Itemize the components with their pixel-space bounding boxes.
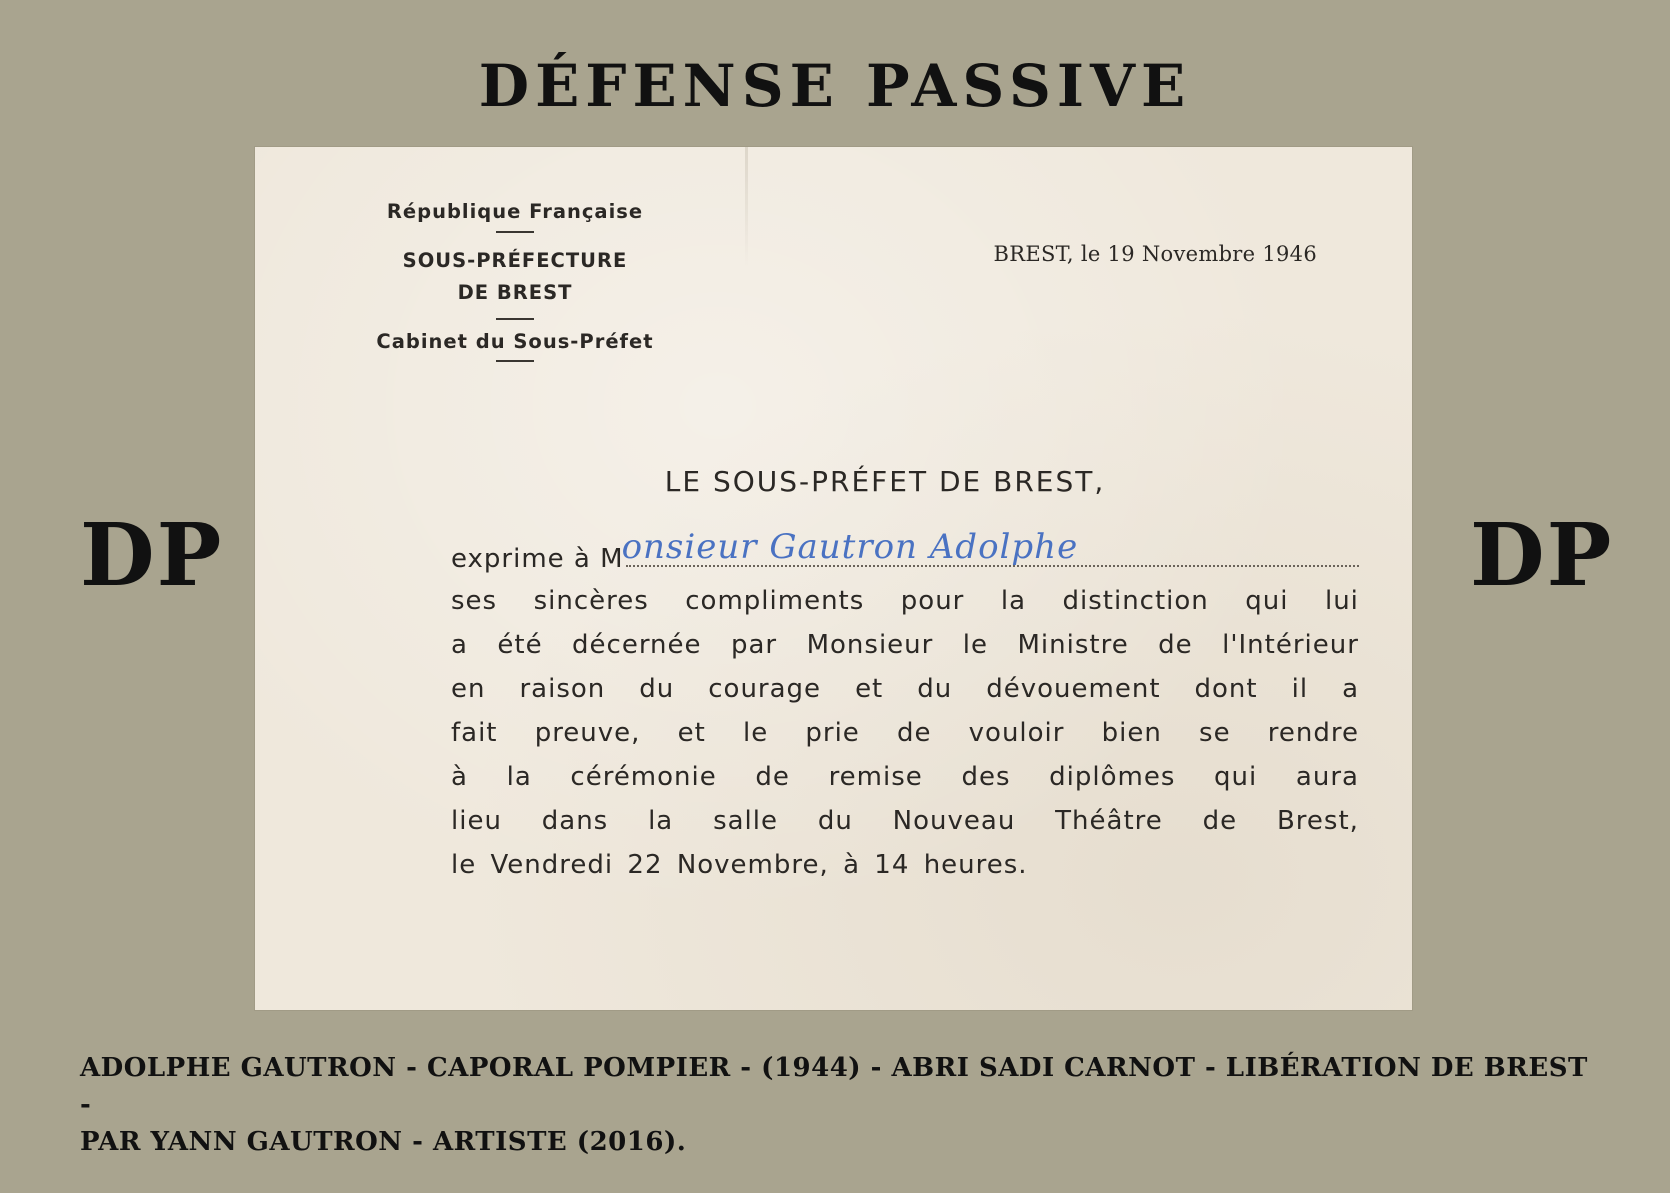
letterhead-rule <box>496 360 534 362</box>
body-line: le Vendredi 22 Novembre, à 14 heures. <box>451 850 1028 880</box>
address-dotted-line <box>621 527 1359 567</box>
body-line: lieu dans la salle du Nouveau Théâtre de Brest, <box>451 806 1359 836</box>
letterhead <box>315 202 715 374</box>
handwritten-name: onsieur Gautron Adolphe <box>621 527 1079 567</box>
invitation-card <box>255 147 1412 1010</box>
document-heading: LE SOUS-PRÉFET DE BREST, <box>664 465 1106 498</box>
body-line: à la cérémonie de remise des diplômes qui aura <box>451 762 1359 792</box>
caption-line1: ADOLPHE GAUTRON - CAPORAL POMPIER - (1944) - ABRI SADI CARNOT - LIBÉRATION DE BREST - <box>80 1053 1588 1120</box>
letterhead-office-line2: DE BREST <box>457 280 573 304</box>
caption-line2: PAR YANN GAUTRON - ARTISTE (2016). <box>80 1127 687 1157</box>
body-line: a été décernée par Monsieur le Ministre de l'Intérieur <box>451 630 1359 660</box>
body-lines <box>451 579 1359 887</box>
body-line: ses sincères compliments pour la distinction qui lui <box>451 586 1359 616</box>
date-line: BREST, le 19 Novembre 1946 <box>993 242 1317 266</box>
address-line <box>451 527 1359 579</box>
letterhead-rule <box>496 231 534 233</box>
document-body <box>451 527 1359 887</box>
letterhead-office-line1: SOUS-PRÉFECTURE <box>402 248 628 272</box>
address-label: exprime à M <box>451 544 624 574</box>
letterhead-republic: République Française <box>386 200 644 223</box>
letterhead-rule <box>496 318 534 320</box>
body-line: fait preuve, et le prie de vouloir bien se rendre <box>451 718 1359 748</box>
paper-crease <box>745 147 748 267</box>
letterhead-cabinet: Cabinet du Sous-Préfet <box>376 329 654 353</box>
dp-mark-left: DP <box>80 505 224 606</box>
caption <box>80 1050 1600 1161</box>
dp-mark-right: DP <box>1470 505 1614 606</box>
page-title: DÉFENSE PASSIVE <box>478 52 1192 120</box>
body-line: en raison du courage et du dévouement dont il a <box>451 674 1359 704</box>
